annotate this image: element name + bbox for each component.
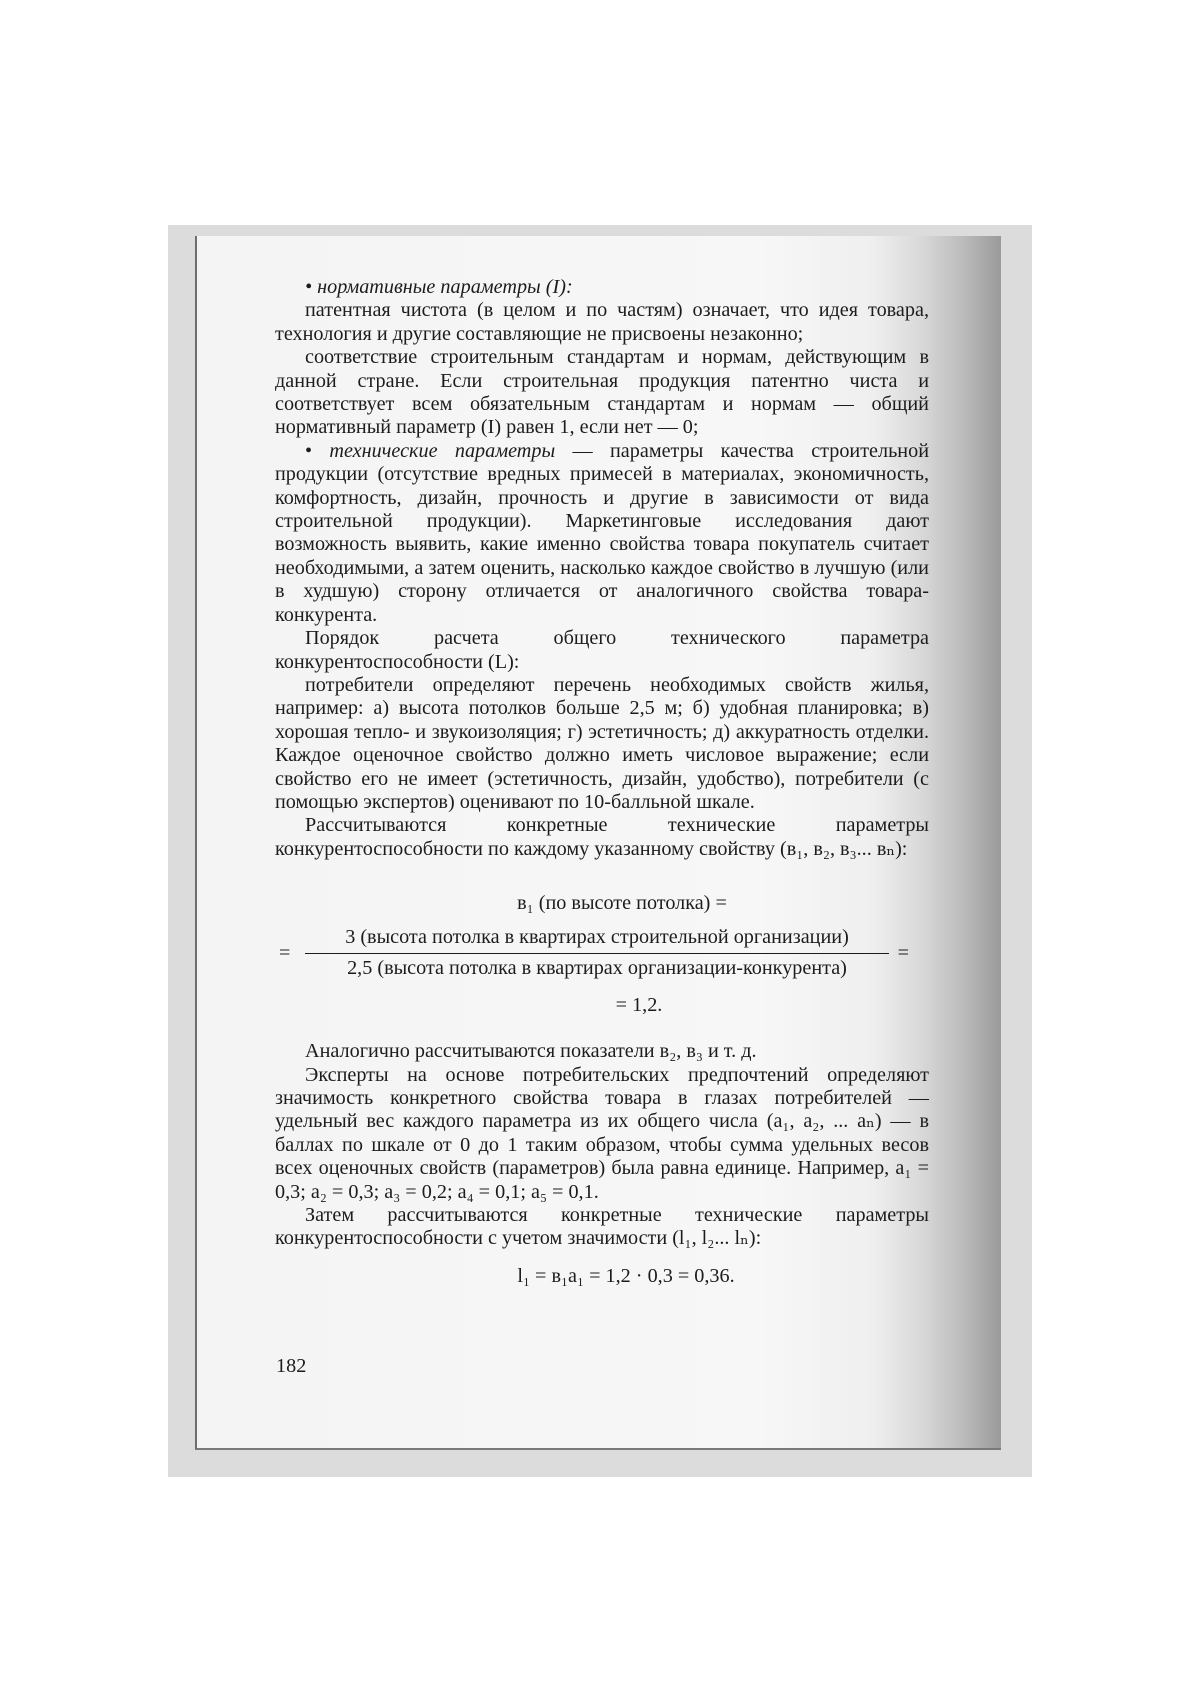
paragraph-similarly: Аналогично рассчитываются показатели в₂, в₃ и т. д. xyxy=(305,1040,757,1063)
page-body xyxy=(275,276,929,1288)
paragraph-experts: Эксперты на основе потребительских предпочтений определяют значимость конкретного свойства товара в глазах потребителей — удельный вес каждого параметра из их общего числа (a₁, a₂, ... aₙ) — в баллах по шкале от 0 до 1 таким образом, чтобы сумма удельных весов всех оценочных свойств (параметров) была равна единице. Например, a₁ = 0,3; a₂ = 0,3; a₃ = 0,2; a₄ = 0,1; a₅ = 0,1. xyxy=(275,1063,929,1203)
formula-b1 xyxy=(275,880,929,1022)
formula-eq-right: = xyxy=(897,942,909,965)
fraction-bar xyxy=(305,953,889,954)
paragraph-specific-params: Рассчитываются конкретные технические параметры конкурентоспособности по каждому указанному свойству (в₁, в₂, в₃... вₙ): xyxy=(275,814,929,860)
term-technical-params: технические параметры xyxy=(329,439,556,462)
formula-b1-lhs: в₁ (по высоте потолка) = xyxy=(517,892,727,915)
formula-numerator: 3 (высота потолка в квартирах строительной организации) xyxy=(345,926,849,949)
paragraph-patent-purity: патентная чистота (в целом и по частям) означает, что идея товара, технология и другие составляющие не присвоены незаконно; xyxy=(275,299,929,345)
formula-eq-left: = xyxy=(279,942,291,965)
paragraph-normative-params: • нормативные параметры (I): xyxy=(275,276,929,299)
technical-params-definition: — параметры качества строительной продукции (отсутствие вредных примесей в материалах, экономичность, комфортность, дизайн, прочность и другие в зависимости от вида строительной продукции). Маркетинговые исследования дают возможность выявить, какие именно свойства товара покупатель считает необходимыми, а затем оценить, насколько каждое свойство в лучшую (или в худшую) сторону отличается от аналогичного свойства товара-конкурента. xyxy=(275,439,929,626)
paragraph-calculation-order: Порядок расчета общего технического параметра конкурентоспособности (L): xyxy=(275,627,929,673)
formula-denominator: 2,5 (высота потолка в квартирах организации-конкурента) xyxy=(347,957,847,980)
page-number: 182 xyxy=(276,1355,307,1377)
formula-result: = 1,2. xyxy=(615,994,663,1017)
formula-l1: l₁ = в₁a₁ = 1,2 · 0,3 = 0,36. xyxy=(517,1264,735,1287)
paragraph-consumers-list: потребители определяют перечень необходимых свойств жилья, например: а) высота потолков больше 2,5 м; б) удобная планировка; в) хорошая тепло- и звукоизоляция; г) эстетичность; д) аккуратность отделки. Каждое оценочное свойство должно иметь числовое выражение; если свойство его не имеет (эстетичность, дизайн, удобство), потребители (с помощью экспертов) оценивают по 10-балльной шкале. xyxy=(275,673,929,813)
paragraph-standards-compliance: соответствие строительным стандартам и нормам, действующим в данной стране. Если строительная продукция патентно чиста и соответствует всем обязательным стандартам и нормам — общий нормативный параметр (I) равен 1, если нет — 0; xyxy=(275,346,929,439)
paragraph-then-calculate: Затем рассчитываются конкретные технические параметры конкурентоспособности с учетом значимости (l₁, l₂... lₙ): xyxy=(275,1204,929,1250)
paragraph-technical-params xyxy=(275,440,929,627)
